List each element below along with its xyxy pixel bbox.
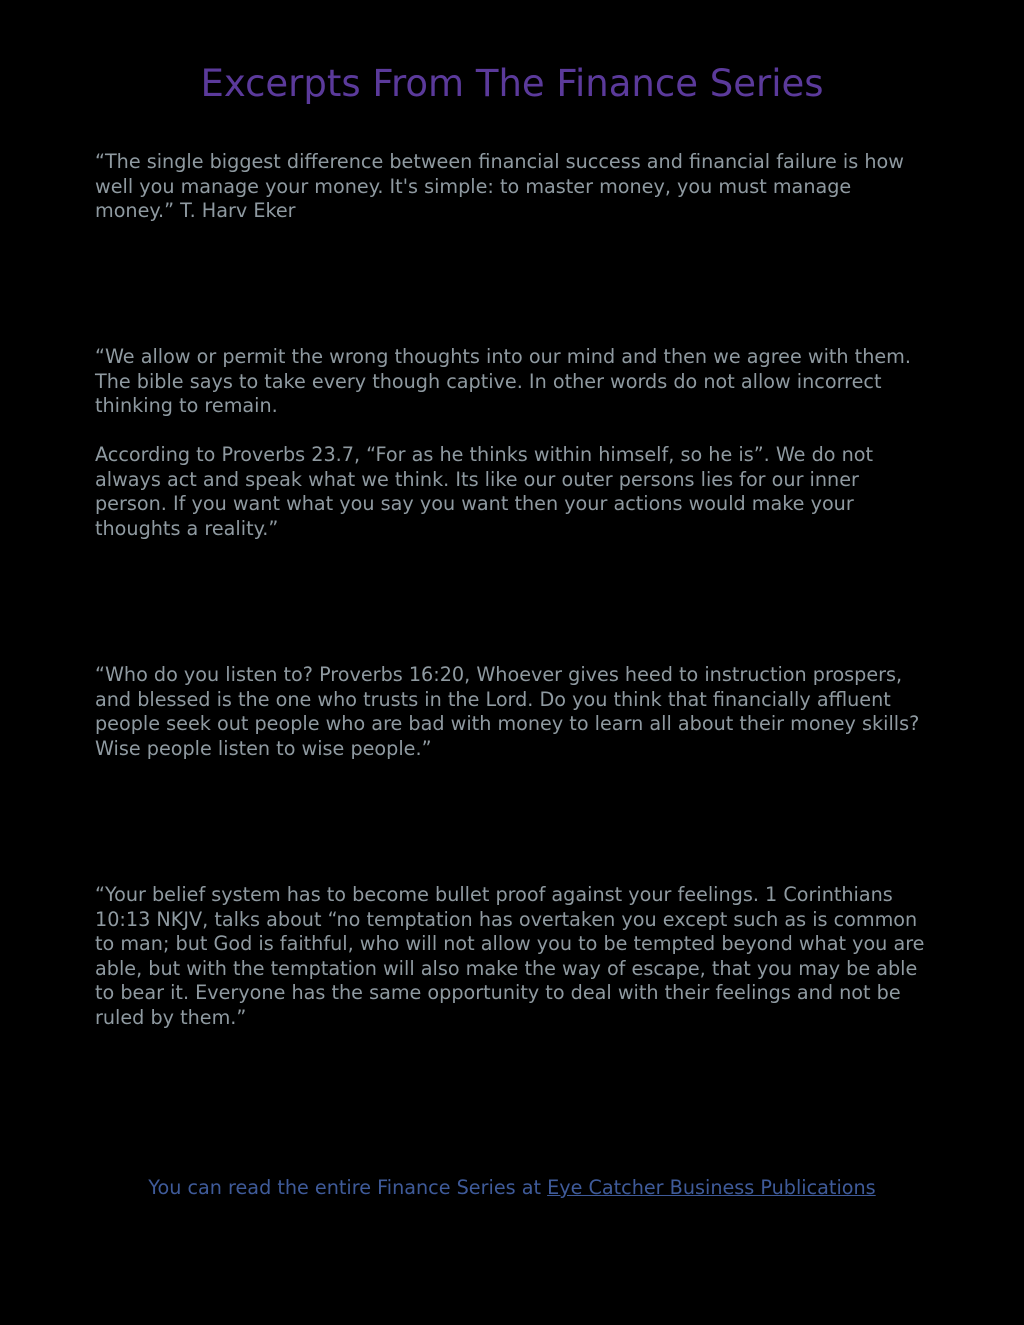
publications-link[interactable]: Eye Catcher Business Publications — [547, 1176, 876, 1199]
quote-wrong-thoughts: “We allow or permit the wrong thoughts into our mind and then we agree with them. The bible says to take every though captive. In other words do not allow incorrect thinking to remain. — [95, 345, 911, 417]
quote-belief-system: “Your belief system has to become bullet proof against your feelings. 1 Corinthians 10:13 NKJV, talks about “no temptation has overtaken you except such as is common to man; but God is faithful, who will not allow you to be tempted beyond what you are able, but with the temptation will also make the way of escape, that you may be able to bear it. Everyone has the same opportunity to deal with their feelings and not be ruled by them.” — [95, 883, 925, 1029]
quote-harv-eker: “The single biggest difference between financial success and financial failure is how well you manage your money. It's simple: to master money, you must manage money.” T. Harv Eker — [95, 150, 904, 222]
quote-proverbs-23-7: According to Proverbs 23.7, “For as he thinks within himself, so he is”. We do not always act and speak what we think. Its like our outer persons lies for our inner person. If you want what you say you want then your actions would make your thoughts a reality.” — [95, 443, 874, 540]
footer-text: You can read the entire Finance Series at — [148, 1176, 548, 1199]
page-title: Excerpts From The Finance Series — [200, 62, 824, 105]
quote-who-do-you-listen-to: “Who do you listen to? Proverbs 16:20, Whoever gives heed to instruction prospers, and blessed is the one who trusts in the Lord. Do you think that financially affluent people seek out people who are bad with money to learn all about their money skills? Wise people listen to wise people.” — [95, 663, 920, 760]
footer-read-more — [0, 1176, 1024, 1201]
